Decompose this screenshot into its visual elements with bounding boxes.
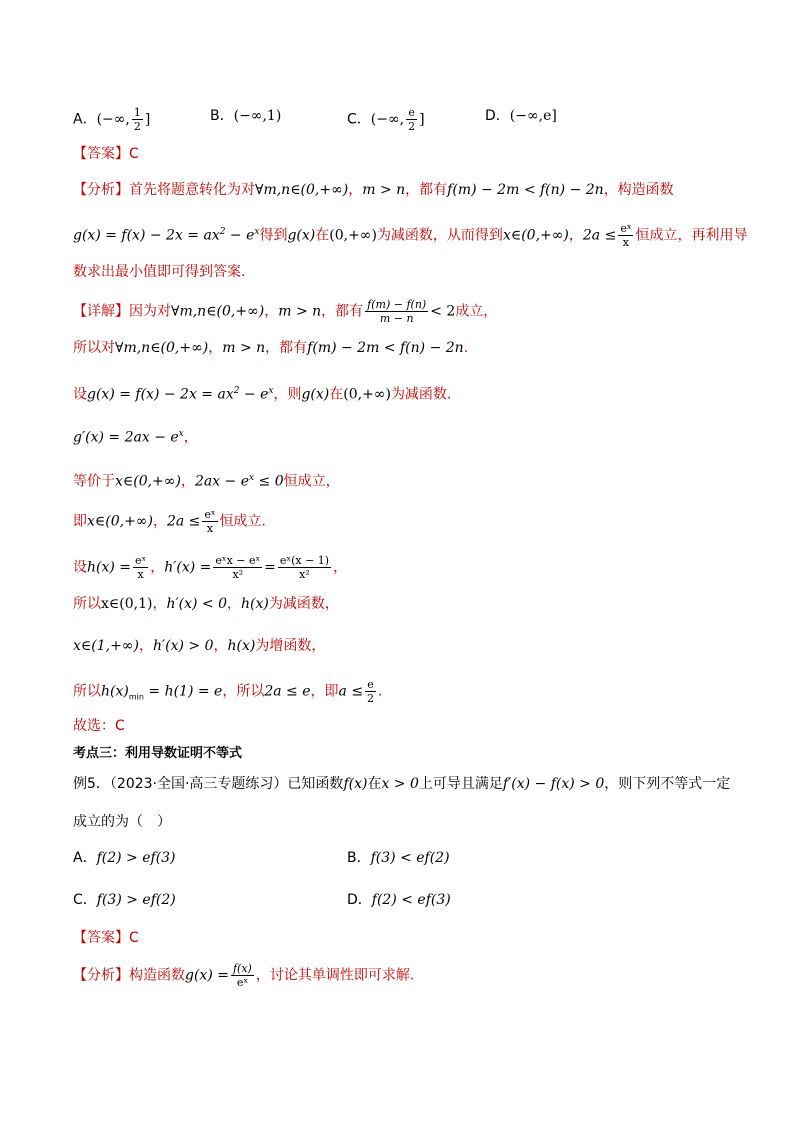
detail-line-9: x∈(1,+∞)，h′(x) > 0，h(x)为增函数， <box>73 638 326 654</box>
q4-option-b: B．(−∞,1) <box>210 108 282 124</box>
detail-line-1: 【详解】因为对∀m,n∈(0,+∞)，m > n，都有 $\frac{f(m) - f(n)}{m - n}$ < 2成立， <box>73 298 498 325</box>
analysis-line-2: $g(x) = f(x) - 2x = ax^2 - e^x$得到g(x)在(0,+∞)为减函数，从而得到x∈(0,+∞)，2a ≤ $\frac{\text{eˣ}}{x}$ 恒成立，再利用导 <box>73 222 748 250</box>
ex5-option-b: B．f(3) < ef(2) <box>347 850 450 866</box>
analysis-line-1: 【分析】首先将题意转化为对∀m,n∈(0,+∞)，m > n，都有f(m) − 2m < f(n) − 2n，构造函数 <box>73 182 674 198</box>
ex5-option-c: C．f(3) > ef(2) <box>73 892 176 908</box>
ex5-option-d: D．f(2) < ef(3) <box>347 892 451 908</box>
analysis-line-3: 数求出最小值即可得到答案. <box>73 264 246 280</box>
answer-label: 【答案】C <box>73 146 139 162</box>
detail-line-5: 等价于x∈(0,+∞)，$2ax - e^x \le 0$恒成立， <box>73 473 340 490</box>
detail-line-2: 所以对∀m,n∈(0,+∞)，m > n，都有f(m) − 2m < f(n) − 2n. <box>73 340 469 356</box>
example5-line-2: 成立的为（ ） <box>73 814 171 830</box>
example5-line-1: 例5．（2023·全国·高三专题练习）已知函数f(x)在x > 0上可导且满足f′(x) − f(x) > 0，则下列不等式一定 <box>73 776 731 792</box>
q4-option-c: C．(−∞, $\frac{e}{2}$ ] <box>347 106 425 133</box>
analysis2-line: 【分析】构造函数g(x) = $\frac{f(x)}{\text{eˣ}}$ ，讨论其单调性即可求解. <box>73 962 415 989</box>
q4-option-a: A．(−∞, $\frac{1}{2}$ ] <box>73 106 151 133</box>
detail-line-3: 设$g(x) = f(x) - 2x = ax^2 - e^x$，则g(x)在(0,+∞)为减函数. <box>73 386 452 403</box>
choice-line: 故选：C <box>73 718 125 734</box>
answer-label-2: 【答案】C <box>73 930 139 946</box>
ex5-option-a: A．f(2) > ef(3) <box>73 850 176 866</box>
topic-heading: 考点三：利用导数证明不等式 <box>73 746 243 761</box>
detail-line-8: 所以x∈(0,1)，h′(x) < 0，h(x)为减函数， <box>73 596 339 612</box>
detail-line-7: 设h(x) = $\frac{\text{eˣ}}{x}$ ，h′(x) = $\frac{\text{eˣx − eˣ}}{\text{x²}}$ = $\frac{\text{eˣ(x − 1)}}{\text{x²}}$ ， <box>73 554 348 581</box>
detail-line-6: 即x∈(0,+∞)，2a ≤ $\frac{\text{eˣ}}{x}$ 恒成立. <box>73 508 266 535</box>
q4-option-d: D．(−∞,e] <box>485 108 557 124</box>
detail-line-10: 所以$h(x)_{min} = h(1) = e$，所以2a ≤ e，即a ≤ $\frac{e}{2}$ . <box>73 678 383 705</box>
detail-line-4: $g'(x) = 2ax - e^x$， <box>73 429 198 446</box>
